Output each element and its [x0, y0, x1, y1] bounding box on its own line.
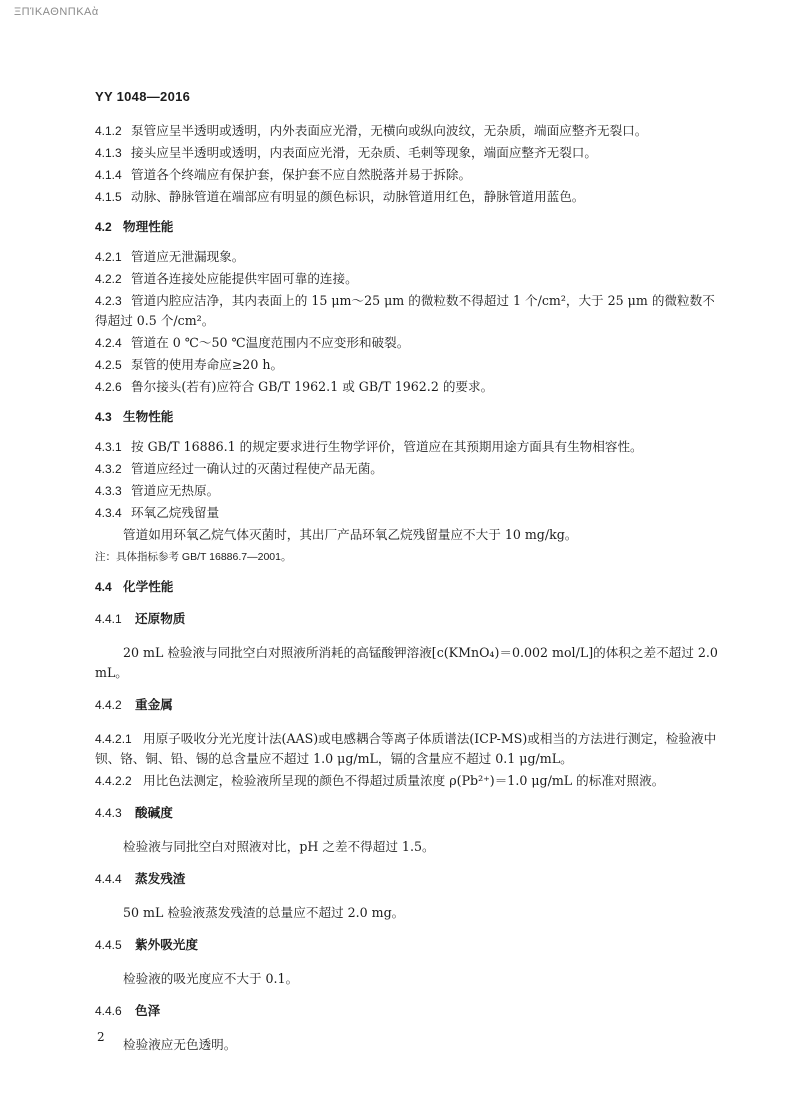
subsection-number: 4.4.4: [95, 872, 122, 886]
subsection-heading: [95, 803, 725, 823]
clause: [95, 377, 725, 397]
clause-text: 管道各连接处应能提供牢固可靠的连接。: [131, 271, 358, 286]
paragraph: 检验液应无色透明。: [123, 1037, 237, 1052]
subsection-title: 蒸发残渣: [135, 872, 186, 886]
section-heading: [95, 217, 725, 237]
section-heading: [95, 577, 725, 597]
section-number: 4.2: [95, 220, 112, 234]
clause-text: 用比色法测定，检验液所呈现的颜色不得超过质量浓度 ρ(Pb²⁺)＝1.0 μg/mL 的标准对照液。: [143, 773, 665, 788]
clause-text: 按 GB/T 16886.1 的规定要求进行生物学评价，管道应在其预期用途方面具有生物相容性。: [131, 439, 643, 454]
subsection-heading: [95, 869, 725, 889]
clause: [95, 187, 725, 207]
paragraph: 检验液的吸光度应不大于 0.1。: [123, 971, 299, 986]
subsection-number: 4.4.5: [95, 938, 122, 952]
clause-text: 管道应无热原。: [131, 483, 220, 498]
clause-number: 4.3.1: [95, 440, 122, 454]
clause-number: 4.1.4: [95, 168, 122, 182]
clause-text: 泵管应呈半透明或透明，内外表面应光滑，无横向或纵向波纹，无杂质，端面应整齐无裂口。: [131, 123, 648, 138]
clause: [95, 459, 725, 479]
clause-number: 4.3.2: [95, 462, 122, 476]
paragraph: 50 mL 检验液蒸发残渣的总量应不超过 2.0 mg。: [123, 905, 405, 920]
clause-text: 环氧乙烷残留量: [131, 505, 220, 520]
note: 注：具体指标参考 GB/T 16886.7—2001。: [95, 551, 292, 563]
paragraph: 检验液与同批空白对照液对比，pH 之差不得超过 1.5。: [123, 839, 435, 854]
subsection-title: 还原物质: [135, 612, 186, 626]
clause: [95, 481, 725, 501]
subsection-title: 酸碱度: [135, 806, 173, 820]
clause-number: 4.2.1: [95, 250, 122, 264]
standard-code: YY 1048—2016: [95, 89, 191, 104]
clause-number: 4.1.5: [95, 190, 122, 204]
subsection-number: 4.4.2: [95, 698, 122, 712]
section-number: 4.4: [95, 580, 112, 594]
clause-number: 4.2.4: [95, 336, 122, 350]
subsection-heading: [95, 935, 725, 955]
clause-number: 4.3.3: [95, 484, 122, 498]
clause: [95, 143, 725, 163]
subsection-heading: [95, 1001, 725, 1021]
clause-text: 用原子吸收分光光度计法(AAS)或电感耦合等离子体质谱法(ICP-MS)或相当的方法进行测定，检验液中钡、铬、铜、铅、锡的总含量应不超过 1.0 μg/mL，镉的含量应不超过 0.1 μg/mL。: [95, 731, 717, 766]
clause: [95, 771, 725, 791]
section-heading: [95, 407, 725, 427]
document-body: [95, 121, 725, 1057]
clause-text: 鲁尔接头(若有)应符合 GB/T 1962.1 或 GB/T 1962.2 的要求。: [131, 379, 494, 394]
clause-number: 4.1.2: [95, 124, 122, 138]
clause-number: 4.2.5: [95, 358, 122, 372]
subsection-number: 4.4.1: [95, 612, 122, 626]
subsection-title: 重金属: [135, 698, 173, 712]
section-title: 化学性能: [123, 580, 174, 594]
clause: [95, 729, 725, 769]
clause-number: 4.4.2.1: [95, 732, 132, 746]
clause: [95, 269, 725, 289]
clause: [95, 355, 725, 375]
clause-number: 4.2.2: [95, 272, 122, 286]
scan-stamp: ΞΠΊΚΑΘΝΠΚΑὰ: [14, 6, 99, 18]
clause-text: 动脉、静脉管道在端部应有明显的颜色标识，动脉管道用红色，静脉管道用蓝色。: [131, 189, 585, 204]
paragraph: 20 mL 检验液与同批空白对照液所消耗的高锰酸钾溶液[c(KMnO₄)＝0.002 mol/L]的体积之差不超过 2.0 mL。: [95, 645, 718, 680]
subsection-title: 色泽: [135, 1004, 161, 1018]
subsection-heading: [95, 609, 725, 629]
clause: [95, 333, 725, 353]
clause-text: 管道应经过一确认过的灭菌过程使产品无菌。: [131, 461, 383, 476]
clause: [95, 165, 725, 185]
clause-text: 管道各个终端应有保护套，保护套不应自然脱落并易于拆除。: [131, 167, 472, 182]
clause: [95, 121, 725, 141]
clause: [95, 247, 725, 267]
clause-body: 管道如用环氧乙烷气体灭菌时，其出厂产品环氧乙烷残留量应不大于 10 mg/kg。: [123, 527, 578, 542]
clause-text: 管道在 0 ℃～50 ℃温度范围内不应变形和破裂。: [131, 335, 410, 350]
page-number: 2: [97, 1030, 105, 1044]
section-number: 4.3: [95, 410, 112, 424]
section-title: 生物性能: [123, 410, 174, 424]
clause-number: 4.2.3: [95, 294, 122, 308]
clause-text: 接头应呈半透明或透明，内表面应光滑，无杂质、毛刺等现象，端面应整齐无裂口。: [131, 145, 597, 160]
subsection-heading: [95, 695, 725, 715]
clause: [95, 437, 725, 457]
clause-number: 4.2.6: [95, 380, 122, 394]
clause-text: 管道内腔应洁净，其内表面上的 15 μm～25 μm 的微粒数不得超过 1 个/cm²，大于 25 μm 的微粒数不得超过 0.5 个/cm²。: [95, 293, 715, 328]
clause-text: 泵管的使用寿命应≥20 h。: [131, 357, 284, 372]
clause: [95, 291, 725, 331]
clause-number: 4.1.3: [95, 146, 122, 160]
clause-number: 4.4.2.2: [95, 774, 132, 788]
clause-text: 管道应无泄漏现象。: [131, 249, 245, 264]
subsection-number: 4.4.3: [95, 806, 122, 820]
clause-number: 4.3.4: [95, 506, 122, 520]
section-title: 物理性能: [123, 220, 174, 234]
subsection-title: 紫外吸光度: [135, 938, 198, 952]
subsection-number: 4.4.6: [95, 1004, 122, 1018]
clause: [95, 503, 725, 523]
